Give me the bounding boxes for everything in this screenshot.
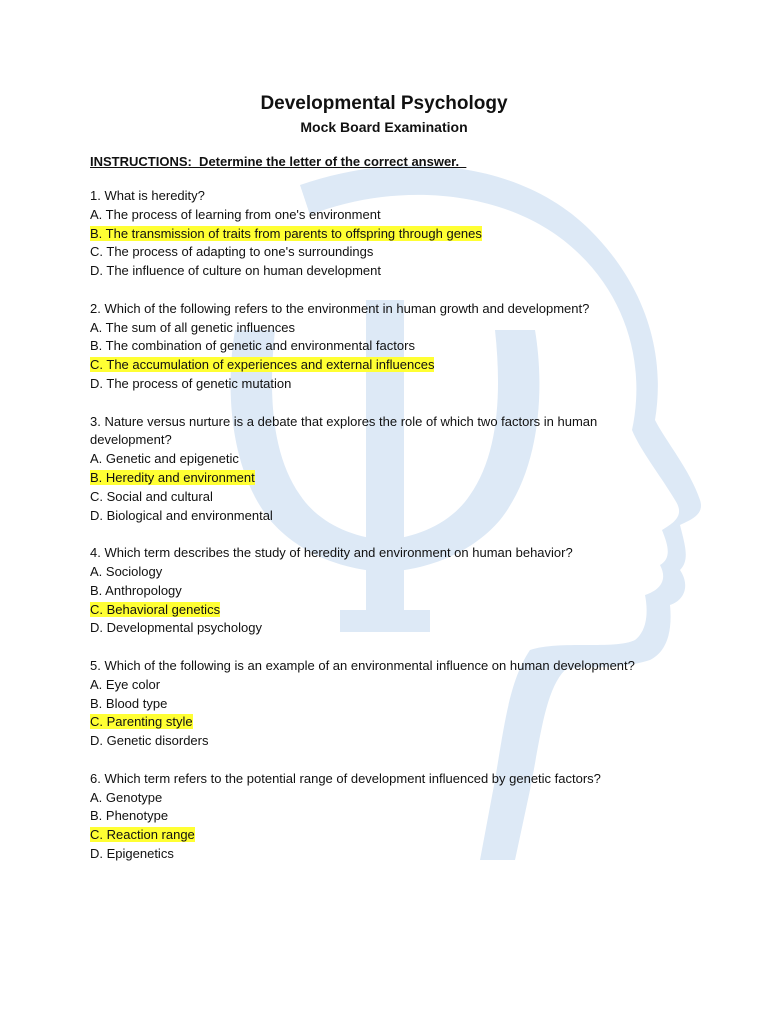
- question-text: 4. Which term describes the study of heredity and environment on human behavior?: [90, 545, 573, 561]
- page-title: Developmental Psychology: [260, 93, 508, 114]
- option-c: [90, 601, 650, 620]
- option-a: A. Eye color: [90, 676, 161, 692]
- correct-answer-highlight: C. The accumulation of experiences and external influences: [90, 357, 435, 373]
- correct-answer-highlight: B. Heredity and environment: [90, 469, 255, 485]
- option-c: [90, 826, 650, 845]
- question-text: 3. Nature versus nurture is a debate that explores the role of which two factors in human development?: [90, 413, 598, 448]
- correct-answer-highlight: C. Behavioral genetics: [90, 601, 221, 617]
- option-b: B. Phenotype: [90, 808, 169, 824]
- option-d: D. Biological and environmental: [90, 507, 273, 523]
- option-b: [90, 225, 650, 244]
- option-b: B. Anthropology: [90, 582, 182, 598]
- question-text: 6. Which term refers to the potential range of development influenced by genetic factors?: [90, 770, 601, 786]
- question-5: [90, 657, 650, 751]
- question-3: [90, 413, 650, 526]
- correct-answer-highlight: C. Parenting style: [90, 714, 193, 730]
- option-d: D. The process of genetic mutation: [90, 375, 292, 391]
- question-text: 2. Which of the following refers to the environment in human growth and development?: [90, 300, 590, 316]
- question-list: [90, 187, 650, 882]
- option-c: [90, 356, 650, 375]
- question-2: [90, 300, 650, 394]
- option-d: D. The influence of culture on human development: [90, 263, 381, 279]
- option-a: A. The process of learning from one's environment: [90, 206, 381, 222]
- option-b: B. The combination of genetic and environmental factors: [90, 338, 415, 354]
- option-c: C. The process of adapting to one's surroundings: [90, 244, 374, 260]
- instructions-text: INSTRUCTIONS: Determine the letter of the correct answer.: [90, 154, 467, 169]
- option-d: D. Epigenetics: [90, 845, 174, 861]
- page-subtitle: Mock Board Examination: [300, 119, 468, 135]
- option-a: A. Genotype: [90, 789, 163, 805]
- question-text: 5. Which of the following is an example of an environmental influence on human development?: [90, 657, 635, 673]
- option-d: D. Developmental psychology: [90, 620, 262, 636]
- question-6: [90, 770, 650, 864]
- correct-answer-highlight: C. Reaction range: [90, 827, 195, 843]
- option-c: [90, 713, 650, 732]
- option-a: A. Genetic and epigenetic: [90, 451, 239, 467]
- option-a: A. The sum of all genetic influences: [90, 319, 295, 335]
- question-1: [90, 187, 650, 281]
- option-a: A. Sociology: [90, 563, 163, 579]
- correct-answer-highlight: B. The transmission of traits from parents to offspring through genes: [90, 225, 482, 241]
- option-c: C. Social and cultural: [90, 488, 213, 504]
- option-b: [90, 469, 650, 488]
- option-b: B. Blood type: [90, 695, 168, 711]
- question-text: 1. What is heredity?: [90, 188, 205, 203]
- option-d: D. Genetic disorders: [90, 733, 209, 749]
- question-4: [90, 544, 650, 638]
